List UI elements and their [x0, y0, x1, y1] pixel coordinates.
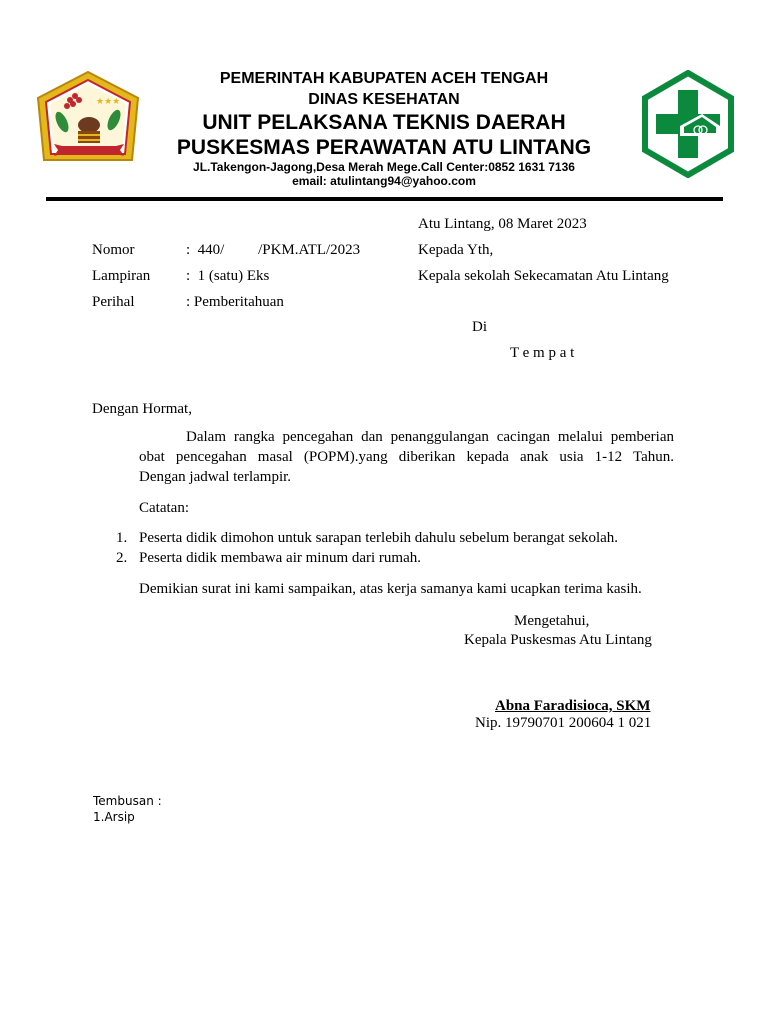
note-number-2: 2.	[116, 550, 128, 566]
body-line-1: Dalam rangka pencegahan dan penanggulangan cacingan melalui pemberian	[186, 429, 674, 445]
body-line-3: Dengan jadwal terlampir.	[139, 469, 292, 485]
tembusan-item: 1.Arsip	[93, 810, 135, 824]
closing-sentence: Demikian surat ini kami sampaikan, atas kerja samanya kami ucapkan terima kasih.	[139, 581, 642, 597]
header-government: PEMERINTAH KABUPATEN ACEH TENGAH	[219, 70, 549, 87]
signer-nip: Nip. 19790701 200604 1 021	[475, 715, 652, 731]
catatan-heading: Catatan:	[139, 500, 189, 516]
body-line-2: obat pencegahan masal (POPM).yang diberikan kepada anak usia 1-12 Tahun.	[139, 449, 674, 465]
header-unit: UNIT PELAKSANA TEKNIS DAERAH	[202, 111, 566, 134]
nomor-value: : 440/ /PKM.ATL/2023	[186, 242, 361, 258]
lampiran-label: Lampiran	[92, 268, 151, 284]
regency-emblem-logo	[34, 70, 142, 170]
mengetahui: Mengetahui,	[514, 613, 590, 629]
recipient-kepada: Kepada Yth,	[418, 242, 494, 258]
header-email: email: atulintang94@yahoo.com	[292, 174, 476, 188]
signer-name: Abna Faradisioca, SKM	[495, 698, 651, 714]
header-department: DINAS KESEHATAN	[308, 91, 460, 108]
letter-date: Atu Lintang, 08 Maret 2023	[418, 216, 587, 232]
recipient-di: Di	[472, 319, 487, 335]
note-text-1: Peserta didik dimohon untuk sarapan terlebih dahulu sebelum berangat sekolah.	[139, 530, 619, 546]
puskesmas-cross-logo	[640, 70, 736, 178]
header-puskesmas: PUSKESMAS PERAWATAN ATU LINTANG	[176, 136, 592, 159]
recipient-name: Kepala sekolah Sekecamatan Atu Lintang	[418, 268, 669, 284]
header-address: JL.Takengon-Jagong,Desa Merah Mege.Call Center:0852 1631 7136	[193, 160, 575, 174]
header-divider	[46, 197, 723, 201]
note-number-1: 1.	[116, 530, 128, 546]
tembusan-heading: Tembusan :	[93, 794, 162, 808]
signer-position: Kepala Puskesmas Atu Lintang	[464, 632, 652, 648]
note-text-2: Peserta didik membawa air minum dari rumah.	[139, 550, 422, 566]
lampiran-value: : 1 (satu) Eks	[186, 268, 270, 284]
perihal-label: Perihal	[92, 294, 135, 310]
greeting: Dengan Hormat,	[92, 401, 192, 417]
recipient-tempat: T e m p a t	[510, 345, 575, 361]
perihal-value: : Pemberitahuan	[186, 294, 284, 310]
svg-text:★★★: ★★★	[96, 97, 121, 107]
nomor-label: Nomor	[92, 242, 135, 258]
